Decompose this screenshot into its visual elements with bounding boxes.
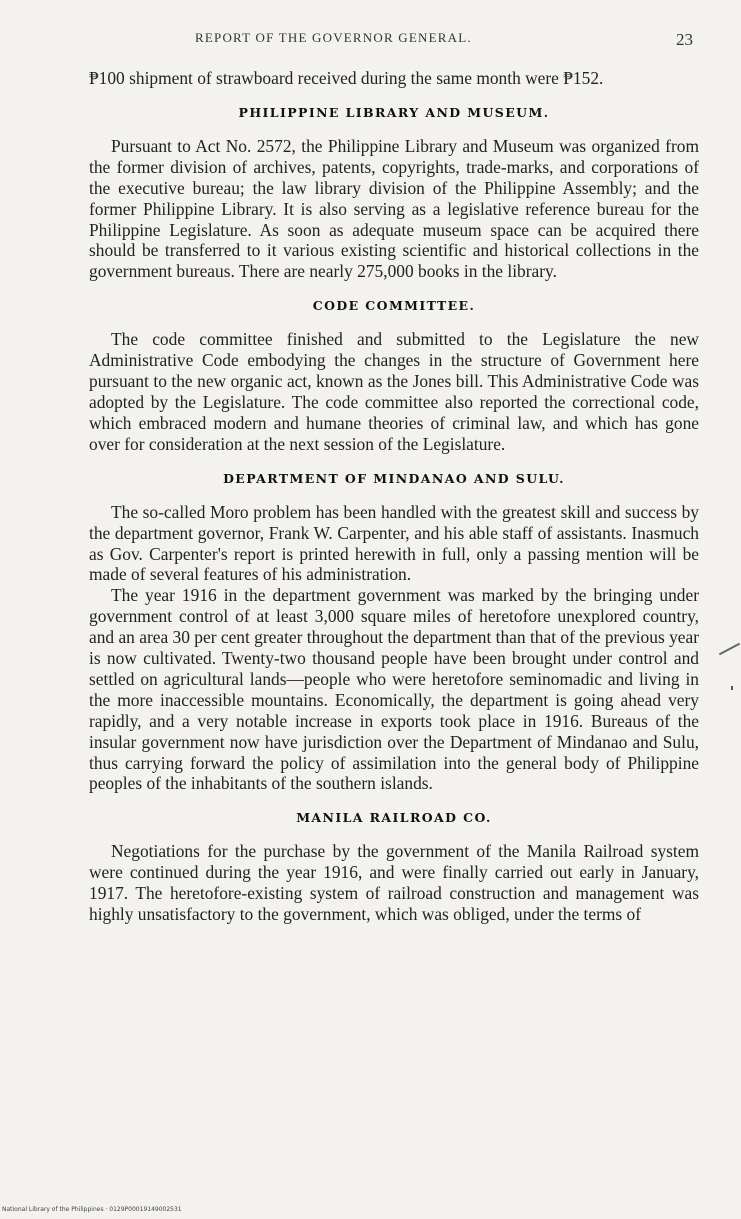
railroad-paragraph: Negotiations for the purchase by the government of the Manila Railroad system were continued during the year 1916, and were finally carried out early in January, 1917. The heretofore-existing system of railroad construction and management was highly unsatisfactory to the government, which was obliged, under the terms of — [89, 841, 699, 925]
heading-mindanao-sulu: DEPARTMENT OF MINDANAO AND SULU. — [223, 470, 565, 486]
page-body — [89, 68, 699, 925]
code-committee-paragraph: The code committee finished and submitted to the Legislature the new Administrative Code embodying the changes in the structure of Government here pursuant to the new organic act, known as the Jones bill. This Administrative Code was adopted by the Legislature. The code committee also reported the correctional code, which embraced modern and humane theories of criminal law, and which has gone over for consideration at the next session of the Legislature. — [89, 329, 699, 454]
carryover-paragraph: ₱100 shipment of strawboard received during the same month were ₱152. — [89, 68, 604, 88]
mindanao-paragraph-1: The so-called Moro problem has been handled with the greatest skill and success by the department governor, Frank W. Carpenter, and his able staff of assistants. Inasmuch as Gov. Carpenter's report is printed herewith in full, only a passing mention will be made of several features of his administration. — [89, 501, 699, 585]
heading-philippine-library: PHILIPPINE LIBRARY AND MUSEUM. — [238, 104, 550, 120]
page-number: 23 — [676, 30, 693, 49]
margin-pencil-mark — [719, 643, 740, 656]
heading-manila-railroad: MANILA RAILROAD CO. — [296, 810, 492, 826]
scan-footer: National Library of the Philippines · 0129P00019149002531 — [2, 1206, 182, 1213]
running-head: REPORT OF THE GOVERNOR GENERAL. — [195, 30, 472, 45]
library-paragraph: Pursuant to Act No. 2572, the Philippine Library and Museum was organized from the former division of archives, patents, copyrights, trade-marks, and corporations of the executive bureau; the law library division of the Philippine Assembly; and the former Philippine Library. It is also serving as a legislative reference bureau for the Philippine Legislature. As soon as adequate museum space can be acquired there should be transferred to it various existing scientific and historical collections in the government bureaus. There are nearly 275,000 books in the library. — [89, 135, 699, 282]
heading-code-committee: CODE COMMITTEE. — [312, 298, 476, 314]
mindanao-paragraph-2: The year 1916 in the department government was marked by the bringing under government control of at least 3,000 square miles of heretofore unexplored country, and an area 30 per cent greater throughout the department than that of the previous year is now cultivated. Twenty-two thousand people have been brought under control and settled on agricultural lands—people who were heretofore seminomadic and living in the more inaccessible mountains. Economically, the department is going ahead very rapidly, and a very notable increase in exports took place in 1916. Bureaus of the insular government now have jurisdiction over the Department of Mindanao and Sulu, thus carrying forward the policy of assimilation into the general body of Philippine peoples of the inhabitants of the southern islands. — [89, 585, 699, 794]
margin-dot-mark — [731, 686, 733, 690]
